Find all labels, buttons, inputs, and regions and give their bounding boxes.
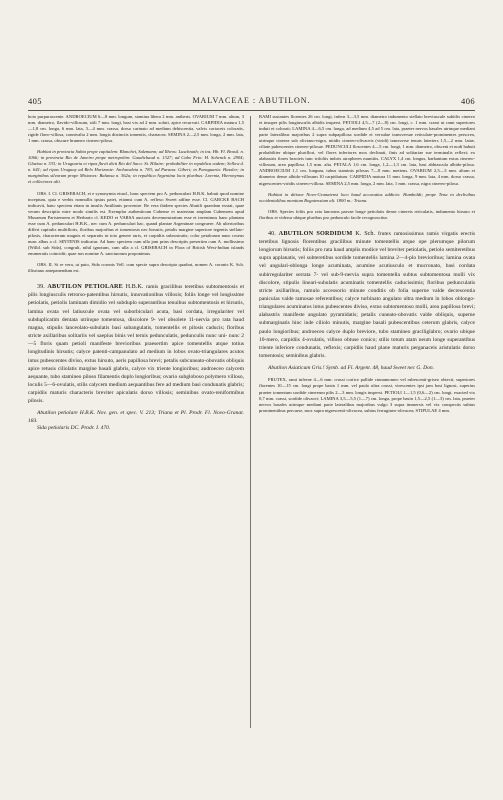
column-divider: [250, 116, 251, 728]
species-number: 40.: [268, 229, 276, 237]
right-column: [259, 114, 475, 414]
synonym: Abutilon Asiaticum Gris.! Symb. ad Fl. Argent. 48, haud Sweet nec G. Don.: [268, 365, 434, 372]
species-authority: K. Sch.: [355, 229, 376, 237]
species-name: ABUTILON PETIOLARE: [47, 283, 124, 291]
observation: OBS. Species foliis pro rata lanceans parvae longe petiolatis dense cinereis reticulatis, indumento hirsuto et floribus et viderur ubique pluribus pro pedunculo facile recognoscitur.: [259, 208, 475, 220]
species-diagnosis: ramis gracilibus teretibus subtomentosis et pilis longiusculis retrorso-patentibus hirsutis, innovationibus villosis; foliis longe vel longissime petiolatis, petiolis laminam dimidio vel subduplo superantibus tenuibus subtomentosis et hirsutis, lamina ovata vel latiuscule ovata vel suborbiculari acuta, basi cordata, irregulariter vel subduplicatim dentata utrinque tomentosa, discolore 9- vel obsolete 11-nervia pro rata haud magna, stipulis lanceolato-subulatis basi subangulatis, tomentellis et pilosis caducis; floribus stricte axillaribus solitariis vel saepius binis vel ternis pedunculatis, pedunculis nunc uni- nunc 2—5 floris quam petioli manifeste brevioribus praesertim apice tomentellis atque totius longitudinis hirsutis; calyce patenti-campanulato ad medium in lobos ovato-triangulares acutos intus pubescentes diviso, extus hirsuto, aeris papillosa brevi; petalis subcuneato-obovatis obliquis apice retusis ciliolatis margine basali glabris, calyce vix triente longioribus; androeceo calycem aequante, tubo stamineo piloso filamentis duplo longioribus; ovario subgloboso polymero villoso, loculis 5—6-ovulatis, stilis calycem medium aequantibus fere ad medium basi condunatis glabris; carpidiis maturis characteris breviter apiculatis dorso villosis; seminibus ovato-reniformibus pilosis.: [28, 284, 244, 405]
species-number: 39.: [37, 283, 45, 291]
species-39: [28, 283, 244, 405]
habitat-paragraph: Habitat in provincia Sabia prope capitalem: Blanchet, Salzmann; ad Ilheos: Luschnath; in ins. Hb. Fl. Brasil. n. 1066; in provincia Rio de Janeiro prope metropolim: Gaudichaud n. 1327; ad Cabo Frio: H. Schenck n. 2904; Glaziou n. 333; in Uruguaria et ripas fluvii dicti Rio del Saco: St. Hilaire: probabiliter in republica eadem; Sellow d. n. 641; ad ripas Uruguay ad Belo Horizonte: Archavaleta n. 783; ad Parana: Gibert; in Paraguaria: Hassler; in marginibus silvarum prope Misiones: Balansa n. 362a; in republica Argentina locis pluribus: Lorentz, Hieronymus et collectores alii.: [28, 149, 244, 185]
species-40: [259, 230, 475, 361]
description-continued: RAMI sustantes florentes 26 cm. longi, infern 3—3,5 mm. diametro indumento stellato breviuscule subtilis cinereo et insuper pilis longiusculis albidis inspersi. PETIOLI 4,5—7 (2—8) cm. longi, c. 1 mm. crassi ut rami superiores induti et colorati; LAMINA 4—6,5 cm. longa, ad medium 4,5 ad 5 cm. lata, praeter nervos basales utrinque mediani parte lateralibus majoribus 2 supra subpapillosa sordide et versulae transversae reticulate-prominentes perscrea, utrinque cinerea sub oliviano-nigra, nitidis cinereo-olivaceis (viridi) transverse tenuis lateriers 1,5—2 mm. latae, ciliate pubescentes cinereo-pilosae. PEDUNCULI floscentes 4—5 cm. longi, 1 mm. diametro, obsceni et nodi habuit probabiliter ubique pluriflori, vel flores inferiores mox declinati, finis ad solitariae sue terminalis reflexi; ex alabastris fiores bracteis tunc trifoliis imbris atropheres munitiis. CALYX 1,4 cm. longus, barbantum extus cinereo-villosum, area papillosa 1,5 mm. alta. PETALA 1,6 cm. longa, 1,2—1,3 cm. lata, basi abbiascula albido-pilosa. ANDROECIUM 1,1 cm. longum, tubus staminis pilosus 7—8 mm. metiens. OVARIUM 2,5—3 mm. altum et diametro dense albido-villosum 10 carpidiatum. CARPIDIA matura 11 mm. longa, 9 mm. lata, 4 mm. dorso crassa, nigrescentes-viridis cinereo-villosa. SEMINA 2,5 mm. longa, 2 mm. lata, 1 mm. crassa, nigra cinereo-pilosa.: [259, 114, 475, 186]
page-number-left: 405: [28, 96, 42, 106]
species-authority: H.B.K.: [125, 283, 144, 291]
observation-2: OBS. II. Si re vera, ut puto, Sida coronis Vell. cum specie supra descripta quadrat, nomen A. coronis K. Sch. illisriano antepanendum est.: [28, 262, 244, 274]
description-continued: hoto purpurascente. ANDROECIUM 6—8 mm. longum, stamina libera 2 mm. antheris. OVARIUM 7 mm. altum, 3 mm. diametro, flavido-villosum, stili 7 mm. longi, basi vix ad 2 mm. soluti, apice recurvati. CARPIDIA matura 1,5—1,8 cm. longa, 6 mm. lata, 3—4 mm. crassa, dorso carinato ad medium dehiscentia, valvis coriaceis coloratis, rigide flavo-villosa, connivalia 2 mm. longis distinctis tomentis, chartacea. SEMINA 2—2,5 mm. longa, 2 mm. lata, 1 mm. crassa, obscure brunneo cinereo-pilosa.: [28, 114, 244, 144]
species-name: ABUTILON SORDIDUM: [278, 229, 353, 237]
synonym-1: Abutilon petiolare H.B.K. Nov. gen. et spec. V. 213; Triana et Pl. Prodr. Fl. Novo-Granat. 183.: [28, 410, 244, 424]
running-title: MALVACEAE : ABUTILON.: [192, 96, 311, 105]
description-detail: FRUTEX, rami inferne 4—6 mm. crassi cortice pallide cinnamomeo vel rubescenti-griseo obtecti, superiores florentes 10—15 cm. longi prope basin 1 mm. vel paulo ultra crassi, virescentes ipsi jam basi lignosi, superius praeter tomentum sordide cinereum pilis 2—3 mm. longis inspersi. PETIOLI 1—1,5 (0,6—2) cm. longi, exacted vix 0,7 mm. crassi, sordide olivacei; LAMINA 3,5—5,5 (1—7) cm. longa, prope basin 1,5—2,5 (1—3) cm. lata, praeter nervos basales utrinque mediani parte lateralibus majoribus vulgo 3 supra immersis vel vix conspectis subtus prominentibus percurse, mox supra nigrescenti-olivacea, subtus ferrugineo-olivacea; STIPULAE 4 mm.: [259, 377, 475, 413]
habitat-paragraph: Habitat in ditione Novo-Granatensi loco haud accuratius addicto: Humboldt; prope Tena in declivibus occidentalibus montium Bogotensium alt. 1800 m.: Triana.: [259, 191, 475, 203]
header-rule: [28, 110, 475, 111]
page-header: [28, 96, 475, 110]
synonym-2: Sida petiolaris DC. Prodr. I. 470.: [37, 424, 111, 431]
observation-1: OBS. I. Cl. GRISEBACH, et e synonymia eiusd., hanc speciem pro A. pedunculari H.B.K. habuit quod nomine inceptum, quia e verbis nonnullis ipsius patet, etiamsi cum A. reflexo Sweet adfine esse. Cl. GARCKE BACH indicavit, hanc speciem etiam in insulis Antillanis provenire. Re vera ibidem species Abutili quaedam exstat, quae verum descriptio mire modo similis est. Exemplar authenticum Cubense et materiam amplam Cubensem apud Musaeum Parisiensem et Herbario cl. KEDO et VARSA auctoris decemonstratum esse et invenimus hanc plantam esse cum A. pedunculari H.B.K., nec cum A. pedunculari hac, quand plantae Argentinae congruere. Ab ulterioribus differt capitulis multifloris, floribus majoribus et tomentosis nec hirsutis, petalis margine superiore tegentis stellato-pilosis, characterum magnis et separatis in toto genere raris, et carpidiis subrostratis; color petalorum nunc roseus nunc albus a cl. SINTENIS indicatur. Ad hanc speciem cum ulla jam prius descriptis presertim cum A. mollissimo (Willd. sub Sida), congrult, nihil ignotum, cum ulla a cl. GRISEBACH in Flora of British West-Indian islands enumeratis coincidit; quae nos nomine A. sanctuorum proponimus.: [28, 190, 244, 256]
left-column: [28, 114, 244, 432]
page-number-right: 406: [461, 96, 475, 106]
species-diagnosis: frutex ramosissimus ramis virgatis erectis teretibus lignosis florentibus gracilibus minute tomentellis atque ope plerumque pilorum longiorum hirsutis; foliis pro rata haud amplis modice vel breviter petiolatis, petiolo semiteretibus supra applanatis, vel subteretibus sordide tomentellis lamina 2—4-plo brevioribus; lamina ovata vel angulari-oblonga longe acuminata, acumine acutiusculo et mucronato, basi cordata subirregulariter serrata 7- vel sub-9-nervia supra tomentella subtus subtomentosa molli vix discolore, stipulis lineari-subulatis acuminatis tomentellis caducissimis; floribus pedunculatis stricte axillaribus, ramulo accessorio minute conditis ob folia superne valde decrescentia paniculas valde ramosae referentibus; calyce turbinato angulato ultra medium in lobos oblongo-triangulares acuminatos intus pubescentes diviso, extus subtomentoso molli, area papillosa brevi; alabastris manifeste angulato pyramidatis; petalis cuneato-obovatis valde obliquis, superne submarginatis hinc inde ciliolo minutis, margine basali pubescentibus ceterum glabris, calyce paulo longioribus; androeceo calyce duplo breviore, tubo stamineo graciliglabro; ovario ubique 10-mero, carpidiis 4-ovulatis, villoso obtuse conico; stilis totum atam neum longe superantibus triente inferiore condunatis, reflexis; carpidiis haud plane maturis perganaceis aristulatis dorso tomentosis; seminibus glabris.: [259, 230, 475, 360]
